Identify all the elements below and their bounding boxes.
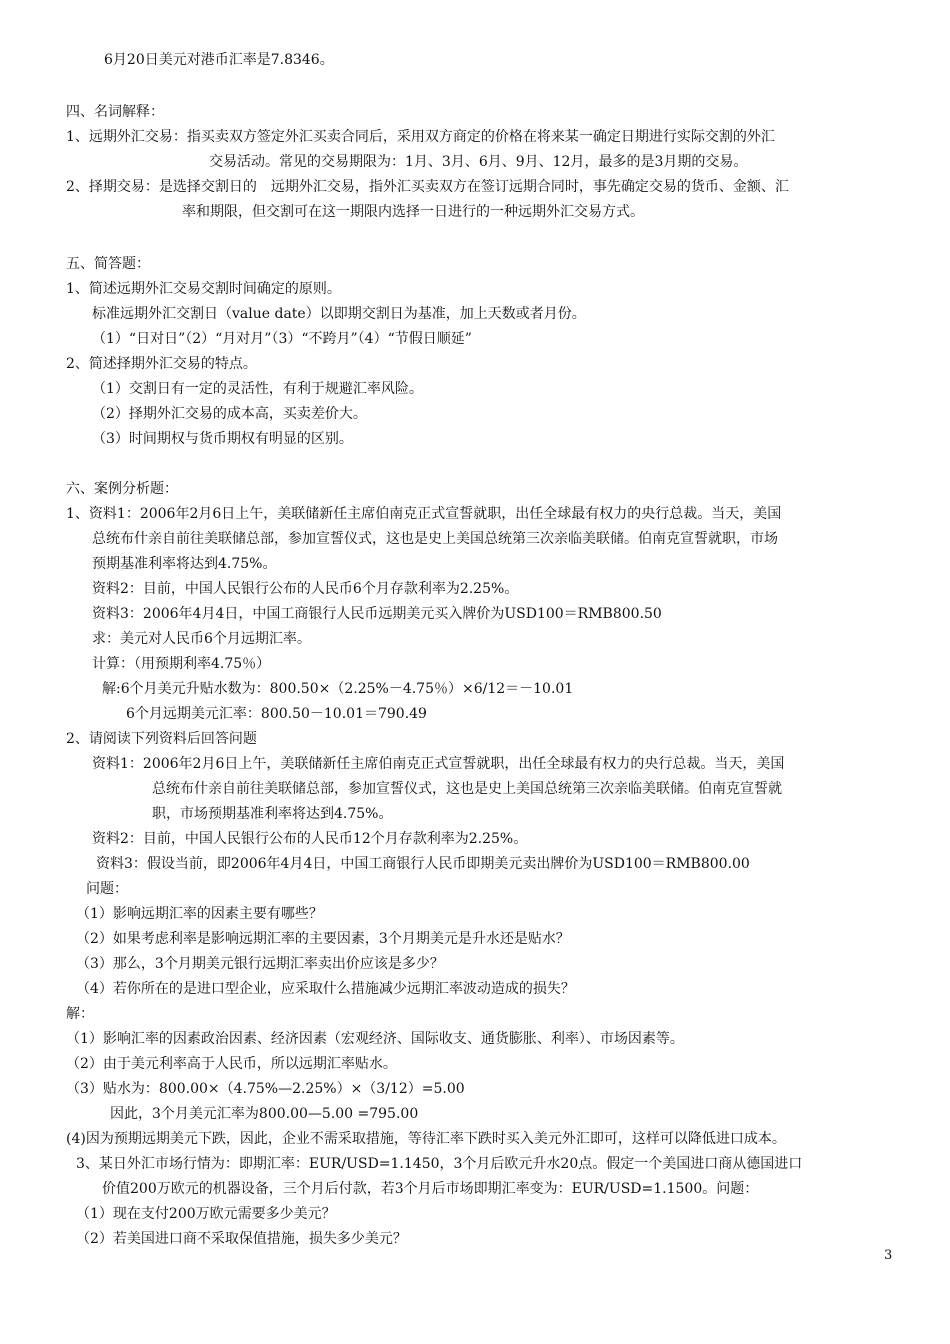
page-number: 3 [884,1248,893,1263]
text-line: 求：美元对人民币6个月远期汇率。 [92,631,311,647]
text-line: (4)因为预期远期美元下跌，因此，企业不需采取措施，等待汇率下跌时买入美元外汇即可，这样可以降低进口成本。 [66,1131,786,1147]
text-line: 因此，3个月美元汇率为800.00—5.00 =795.00 [110,1106,419,1122]
section-heading: 四、名词解释： [66,104,164,120]
text-line: 6个月远期美元汇率：800.50－10.01＝790.49 [126,706,427,722]
text-line: 解： [66,1006,94,1022]
text-line: 职，市场预期基准利率将达到4.75%。 [152,806,393,822]
text-line: 标准远期外汇交割日（value date）以即期交割日为基准，加上天数或者月份。 [92,306,586,322]
text-line: （1）交割日有一定的灵活性，有利于规避汇率风险。 [92,381,423,397]
text-line: （3）时间期权与货币期权有明显的区别。 [92,431,353,447]
text-line: （2）择期外汇交易的成本高，买卖差价大。 [92,406,367,422]
text-line: 总统布什亲自前往美联储总部，参加宣誓仪式，这也是史上美国总统第三次亲临美联储。伯南克宣誓就 [152,781,782,797]
text-line: 资料2：目前，中国人民银行公布的人民币6个月存款利率为2.25%。 [92,581,519,597]
text-line: 3、某日外汇市场行情为：即期汇率：EUR/USD=1.1450，3个月后欧元升水20点。假定一个美国进口商从德国进口 [76,1156,803,1172]
text-line: （1）影响汇率的因素政治因素、经济因素（宏观经济、国际收支、通货膨胀、利率）、市场因素等。 [66,1031,684,1047]
text-line: 计算：（用预期利率4.75％） [92,656,271,672]
text-line: （4）若你所在的是进口型企业，应采取什么措施减少远期汇率波动造成的损失？ [76,981,575,997]
text-line: 总统布什亲自前往美联储总部，参加宣誓仪式，这也是史上美国总统第三次亲临美联储。伯南克宣誓就职，市场 [92,531,778,547]
text-line: （1）“日对日”（2）“月对月”（3）“不跨月”（4）“节假日顺延” [92,331,472,347]
text-line: （3）那么，3个月期美元银行远期汇率卖出价应该是多少？ [76,956,444,972]
text-line: 预期基准利率将达到4.75%。 [92,556,277,572]
text-line: 1、资料1：2006年2月6日上午，美联储新任主席伯南克正式宣誓就职，出任全球最有权力的央行总裁。当天，美国 [66,506,782,522]
text-line: 价值200万欧元的机器设备，三个月后付款，若3个月后市场即期汇率变为：EUR/USD=1.1500。问题： [102,1181,759,1197]
text-line: （2）若美国进口商不采取保值措施，损失多少美元？ [76,1231,407,1247]
text-line: 1、简述远期外汇交易交割时间确定的原则。 [66,281,341,297]
text-line: （2）由于美元利率高于人民币，所以远期汇率贴水。 [66,1056,397,1072]
text-line: （1）影响远期汇率的因素主要有哪些？ [76,906,323,922]
text-line: 2、择期交易：是选择交割日的 远期外汇交易，指外汇买卖双方在签订远期合同时，事先确定交易的货币、金额、汇 [66,179,789,195]
section-heading: 六、案例分析题： [66,481,178,497]
text-line: （3）贴水为：800.00×（4.75%—2.25%）×（3/12）=5.00 [66,1081,465,1097]
text-line: 解:6个月美元升贴水数为：800.50×（2.25%－4.75％）×6/12＝－10.01 [102,681,574,697]
text-line: 问题： [86,881,128,897]
text-line: 6月20日美元对港币汇率是7.8346。 [104,52,334,68]
text-line: 资料3：假设当前，即2006年4月4日，中国工商银行人民币即期美元卖出牌价为USD100＝RMB800.00 [96,856,750,872]
text-line: 2、简述择期外汇交易的特点。 [66,356,257,372]
text-line: （1）现在支付200万欧元需要多少美元？ [76,1206,336,1222]
text-line: 资料1：2006年2月6日上午，美联储新任主席伯南克正式宣誓就职，出任全球最有权力的央行总裁。当天，美国 [92,756,785,772]
text-line: 1、远期外汇交易：指买卖双方签定外汇买卖合同后，采用双方商定的价格在将来某一确定日期进行实际交割的外汇 [66,129,775,145]
text-line: （2）如果考虑利率是影响远期汇率的主要因素，3个月期美元是升水还是贴水？ [76,931,570,947]
section-heading: 五、简答题： [66,256,150,272]
text-line: 资料2：目前，中国人民银行公布的人民币12个月存款利率为2.25%。 [92,831,528,847]
text-line: 2、请阅读下列资料后回答问题 [66,731,257,747]
text-line: 资料3：2006年4月4日，中国工商银行人民币远期美元买入牌价为USD100＝RMB800.50 [92,606,662,622]
text-line: 率和期限，但交割可在这一期限内选择一日进行的一种远期外汇交易方式。 [182,204,644,220]
text-line: 交易活动。常见的交易期限为：1月、3月、6月、9月、12月，最多的是3月期的交易。 [209,154,748,170]
